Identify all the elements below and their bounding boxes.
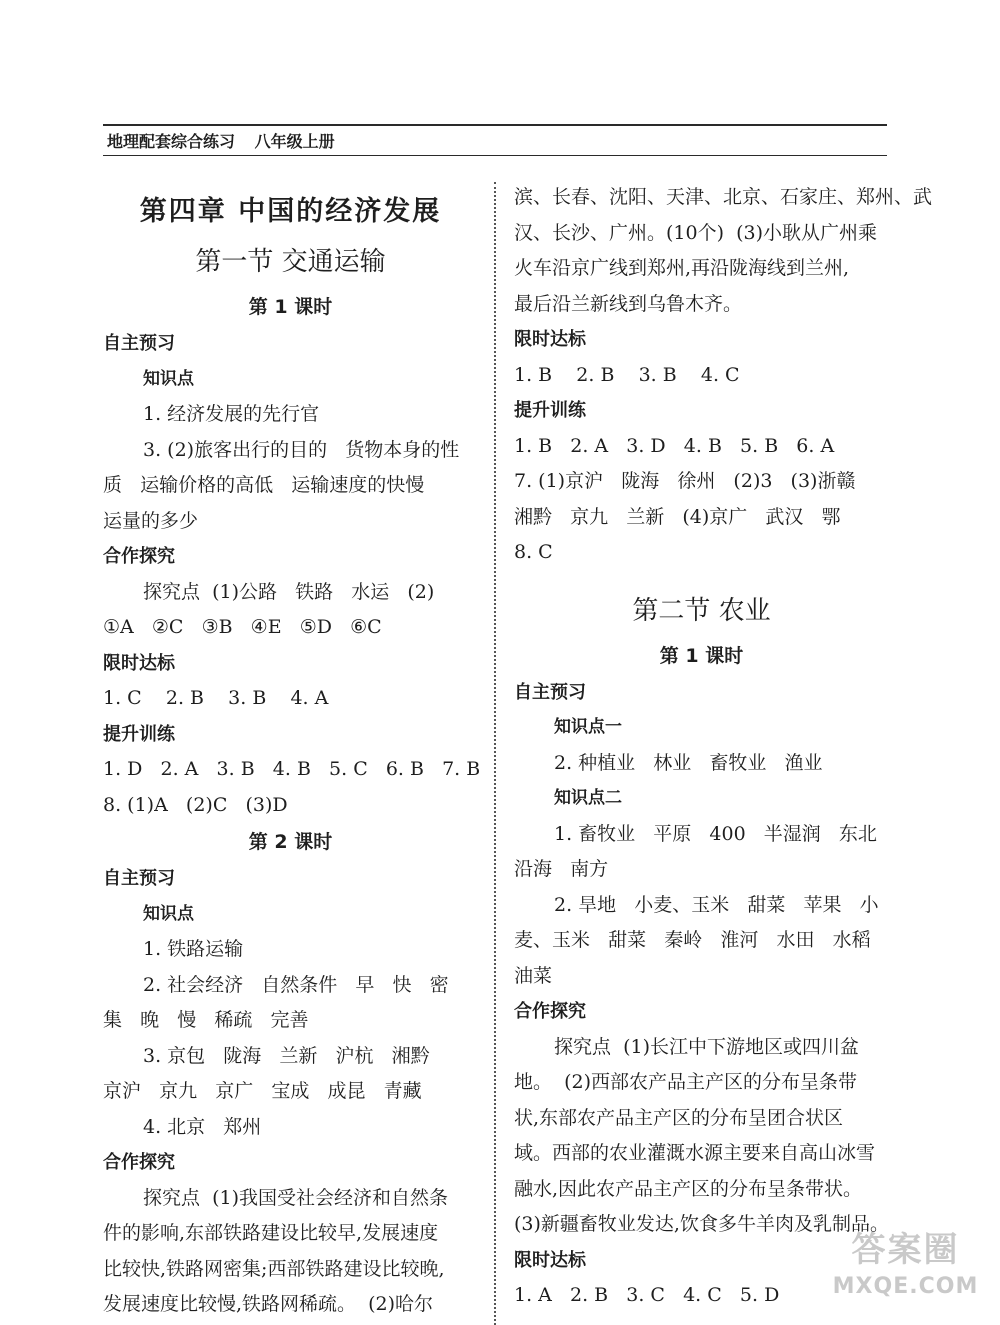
answer-line: 7. (1)京沪 陇海 徐州 (2)3 (3)浙赣 — [514, 470, 856, 492]
answer-line: 8. C — [514, 541, 553, 563]
answer-line: 探究点 (1)长江中下游地区或四川盆 — [554, 1035, 859, 1058]
answer-line: 火车沿京广线到郑州,再沿陇海线到兰州, — [514, 257, 850, 279]
answer-line: 沿海 南方 — [514, 858, 609, 880]
answer-line: 1. 畜牧业 平原 400 半湿润 东北 — [554, 822, 877, 845]
answer-line: 比较快,铁路网密集;西部铁路建设比较晚, — [103, 1257, 445, 1280]
answer-line: 京沪 京九 京广 宝成 成昆 青藏 — [103, 1080, 422, 1102]
answer-line: 探究点 (1)公路 铁路 水运 (2) — [143, 580, 435, 603]
answer-line: 3. (2)旅客出行的目的 货物本身的性 — [143, 438, 460, 461]
answer-line: 地。 (2)西部农产品主产区的分布呈条带 — [514, 1071, 857, 1093]
heading-explore: 合作探究 — [103, 546, 175, 567]
column-divider — [494, 182, 496, 1325]
answer-line: 最后沿兰新线到乌鲁木齐。 — [514, 292, 743, 315]
answer-line: 麦、玉米 甜菜 秦岭 淮河 水田 水稻 — [514, 929, 871, 951]
heading-preview: 自主预习 — [514, 681, 586, 703]
grade-label: 八年级上册 — [254, 132, 335, 151]
answer-line: 滨、长春、沈阳、天津、北京、石家庄、郑州、武 — [514, 186, 933, 208]
answer-line: 融水,因此农产品主产区的分布呈条带状。 — [514, 1177, 863, 1200]
section-title: 第二节 农业 — [632, 595, 771, 626]
answer-line: (3)新疆畜牧业发达,饮食多牛羊肉及乳制品。 — [514, 1213, 889, 1235]
knowledge-point-label: 知识点 — [143, 903, 194, 924]
page-header — [103, 124, 887, 156]
answer-line: 1. B 2. A 3. D 4. B 5. B 6. A — [514, 434, 835, 457]
knowledge-point-label: 知识点一 — [554, 717, 622, 737]
heading-preview: 自主预习 — [103, 333, 175, 354]
lesson-title: 第 1 课时 — [659, 644, 744, 667]
spacer — [514, 571, 889, 585]
answer-line: ①A ②C ③B ④E ⑤D ⑥C — [103, 616, 382, 638]
knowledge-point-label: 知识点 — [143, 368, 194, 389]
answer-line: 3. 京包 陇海 兰新 沪杭 湘黔 — [143, 1044, 430, 1067]
heading-timed: 限时达标 — [514, 329, 586, 350]
heading-explore: 合作探究 — [514, 1001, 586, 1022]
watermark-logo: 答案圈 — [851, 1230, 960, 1270]
answer-line: 2. 种植业 林业 畜牧业 渔业 — [554, 751, 823, 774]
answer-line: 2. 旱地 小麦、玉米 甜菜 苹果 小 — [554, 893, 879, 916]
book-title: 地理配套综合练习 — [107, 132, 236, 151]
watermark-url: MXQE.COM — [832, 1274, 979, 1299]
heading-explore: 合作探究 — [103, 1152, 175, 1173]
answer-line: 1. 铁路运输 — [143, 938, 244, 960]
heading-timed: 限时达标 — [514, 1249, 586, 1271]
lesson-title: 第 2 课时 — [248, 831, 333, 853]
answer-line: 运量的多少 — [103, 509, 199, 532]
answer-line: 1. B 2. B 3. B 4. C — [514, 363, 740, 386]
answer-line: 湘黔 京九 兰新 (4)京广 武汉 鄂 — [514, 505, 841, 528]
answer-line: 探究点 (1)我国受社会经济和自然条 — [143, 1186, 448, 1209]
answer-line: 汉、长沙、广州。(10个) (3)小耿从广州乘 — [514, 221, 877, 244]
answer-line: 发展速度比较慢,铁路网稀疏。 (2)哈尔 — [103, 1293, 434, 1315]
heading-timed: 限时达标 — [103, 652, 175, 674]
heading-improve: 提升训练 — [514, 400, 586, 421]
answer-line: 集 晚 慢 稀疏 完善 — [103, 1009, 309, 1031]
left-column — [103, 188, 481, 1323]
answer-line: 1. 经济发展的先行官 — [143, 403, 320, 425]
answer-line: 油菜 — [514, 964, 553, 987]
answer-line: 2. 社会经济 自然条件 早 快 密 — [143, 973, 449, 996]
answer-line: 4. 北京 郑州 — [143, 1115, 262, 1138]
lesson-title: 第 1 课时 — [248, 296, 333, 318]
watermark — [818, 1228, 993, 1320]
section-title: 第一节 交通运输 — [195, 247, 386, 277]
answer-line: 1. D 2. A 3. B 4. B 5. C 6. B 7. B — [103, 758, 481, 780]
answer-line: 1. C 2. B 3. B 4. A — [103, 687, 329, 709]
answer-line: 件的影响,东部铁路建设比较早,发展速度 — [103, 1222, 439, 1244]
knowledge-point-label: 知识点二 — [554, 788, 622, 808]
answer-line: 1. A 2. B 3. C 4. C 5. D — [514, 1284, 780, 1306]
chapter-title: 第四章 中国的经济发展 — [139, 196, 442, 227]
answer-line: 状,东部农产品主产区的分布呈团合状区 — [514, 1106, 844, 1129]
answer-line: 8. (1)A (2)C (3)D — [103, 793, 288, 816]
heading-improve: 提升训练 — [103, 723, 175, 745]
answer-line: 质 运输价格的高低 运输速度的快慢 — [103, 474, 425, 496]
answer-line: 域。西部的农业灌溉水源主要来自高山冰雪 — [514, 1142, 876, 1164]
heading-preview: 自主预习 — [103, 868, 175, 889]
